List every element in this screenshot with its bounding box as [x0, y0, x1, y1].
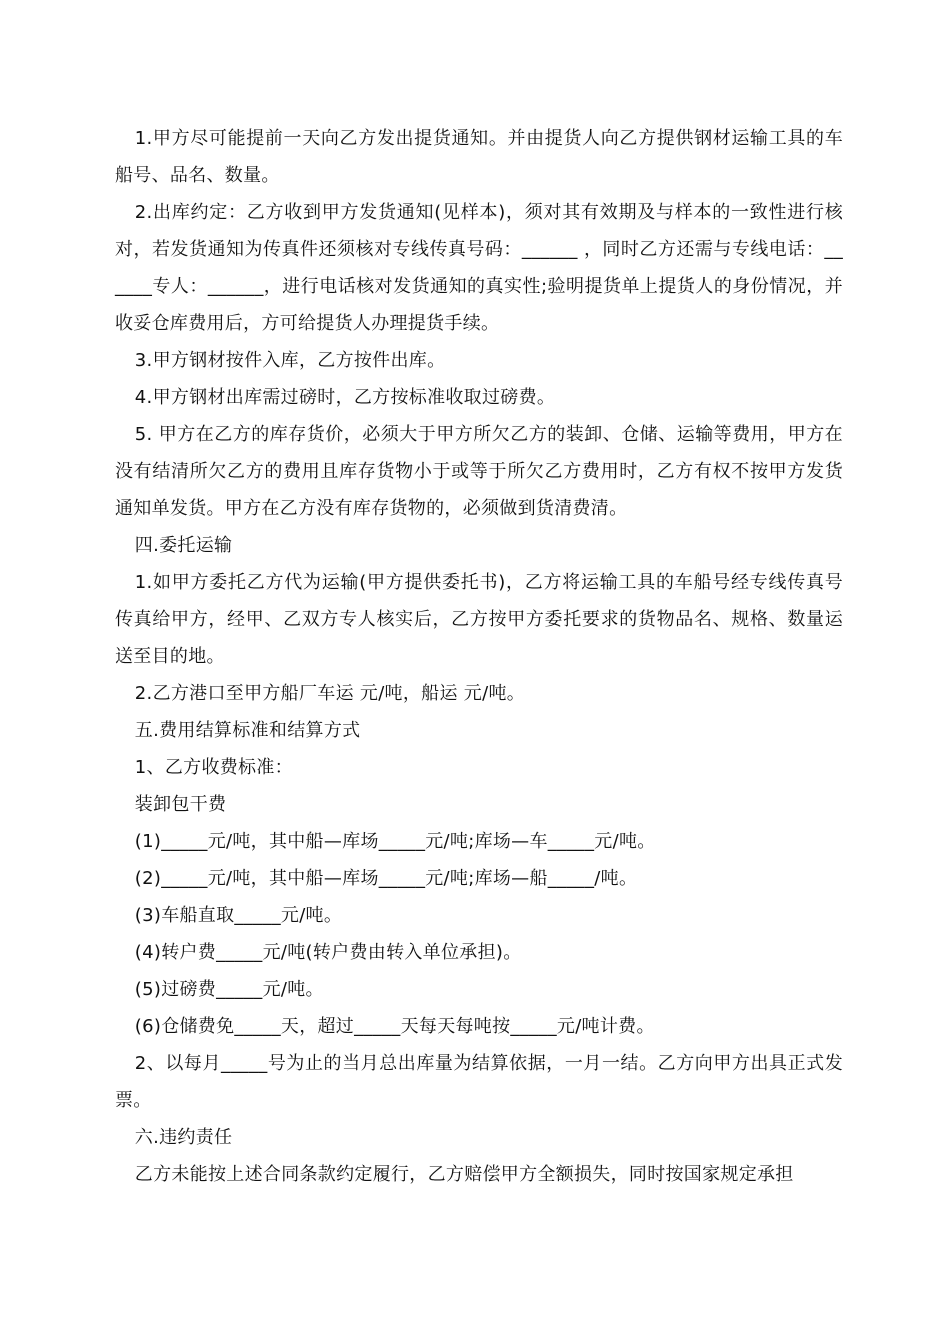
clause-entrusted-transport: 1.如甲方委托乙方代为运输(甲方提供委托书)，乙方将运输工具的车船号经专线传真号传真给甲方，经甲、乙双方专人核实后，乙方按甲方委托要求的货物品名、规格、数量运送至目的地。	[115, 572, 843, 667]
clause-weighing-fee: 4.甲方钢材出库需过磅时，乙方按标准收取过磅费。	[134, 387, 556, 408]
clause-inventory-value: 5. 甲方在乙方的库存货价，必须大于甲方所欠乙方的装卸、仓储、运输等费用，甲方在没有结清所欠乙方的费用且库存货物小于或等于所欠乙方费用时，乙方有权不按甲方发货通知单发货。甲方在乙方没有库存货物的，必须做到货清费清。	[115, 424, 843, 519]
clause-pickup-notice: 1.甲方尽可能提前一天向乙方发出提货通知。并由提货人向乙方提供钢材运输工具的车船号、品名、数量。	[115, 128, 843, 186]
fee-item-3: (3)车船直取_____元/吨。	[134, 905, 343, 926]
fee-subheading-loading: 装卸包干费	[134, 794, 227, 815]
fee-item-1: (1)_____元/吨，其中船—库场_____元/吨;库场—车_____元/吨。	[134, 831, 656, 852]
section-heading-entrusted-transport: 四.委托运输	[134, 535, 233, 556]
clause-transport-rates: 2.乙方港口至甲方船厂车运 元/吨，船运 元/吨。	[134, 683, 526, 704]
fee-item-6: (6)仓储费免_____天，超过_____天每天每吨按_____元/吨计费。	[134, 1016, 655, 1037]
section-heading-liability: 六.违约责任	[134, 1127, 233, 1148]
section-heading-fee-settlement: 五.费用结算标准和结算方式	[134, 720, 361, 741]
clause-fee-standard: 1、乙方收费标准：	[134, 757, 293, 778]
clause-monthly-settlement: 2、以每月_____号为止的当月总出库量为结算依据，一月一结。乙方向甲方出具正式发票。	[115, 1053, 843, 1111]
contract-body	[115, 120, 843, 1193]
clause-outbound-agreement: 2.出库约定：乙方收到甲方发货通知(见样本)，须对其有效期及与样本的一致性进行核对，若发货通知为传真件还须核对专线传真号码：______ ，同时乙方还需与专线电话：______专人：______，进行电话核对发货通知的真实性;验明提货单上提货人的身份情况，并收妥仓库费用后，方可给提货人办理提货手续。	[115, 202, 843, 334]
fee-item-4: (4)转户费_____元/吨(转户费由转入单位承担)。	[134, 942, 522, 963]
fee-item-5: (5)过磅费_____元/吨。	[134, 979, 324, 1000]
clause-liability: 乙方未能按上述合同条款约定履行，乙方赔偿甲方全额损失，同时按国家规定承担	[134, 1164, 794, 1185]
fee-item-2: (2)_____元/吨，其中船—库场_____元/吨;库场—船_____/吨。	[134, 868, 638, 889]
clause-inbound-outbound-by-piece: 3.甲方钢材按件入库，乙方按件出库。	[134, 350, 446, 371]
